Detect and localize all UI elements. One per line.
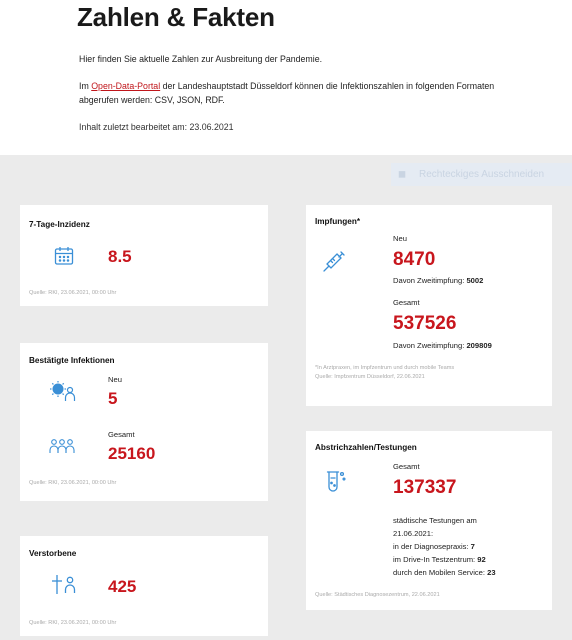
tests-detail-line1: städtische Testungen am <box>393 516 477 525</box>
intro-section <box>0 0 572 155</box>
infections-new-label: Neu <box>108 375 122 384</box>
infections-new-value: 5 <box>108 389 118 408</box>
tests-practice-label: in der Diagnosepraxis: <box>393 542 471 551</box>
virus-person-icon <box>49 379 77 408</box>
vaccinations-source: Quelle: Impfzentrum Düsseldorf, 22.06.2021 <box>315 374 425 380</box>
tests-mobile <box>393 568 496 577</box>
vaccinations-title: Impfungen* <box>315 217 361 226</box>
cross-person-icon <box>50 572 78 601</box>
crop-button-label: Rechteckiges Ausschneiden <box>419 169 545 180</box>
infections-source: Quelle: RKI, 23.06.2021, 00:00 Uhr <box>29 480 117 486</box>
deaths-value: 425 <box>108 577 137 596</box>
tests-card <box>306 431 552 610</box>
open-data-prefix: Im <box>79 81 92 91</box>
tests-drivein <box>393 555 486 564</box>
vaccinations-total-second-label: Davon Zweitimpfung: <box>393 341 467 350</box>
tests-practice-value: 7 <box>470 542 475 551</box>
deaths-title: Verstorbene <box>29 549 77 558</box>
vaccinations-new-value: 8470 <box>393 249 436 270</box>
vaccinations-new-second-value: 5002 <box>466 276 484 285</box>
incidence-value: 8.5 <box>108 247 132 266</box>
tests-drivein-label: im Drive-In Testzentrum: <box>393 555 478 564</box>
tests-total-label: Gesamt <box>393 462 420 471</box>
test-tube-icon <box>323 469 347 500</box>
infections-total-value: 25160 <box>108 444 156 463</box>
infections-total-label: Gesamt <box>108 430 135 439</box>
incidence-source: Quelle: RKI, 23.06.2021, 00:00 Uhr <box>29 290 117 296</box>
crop-button[interactable] <box>391 163 572 186</box>
vaccinations-new-second-label: Davon Zweitimpfung: <box>393 276 467 285</box>
vaccinations-total-second <box>393 341 492 350</box>
crop-icon: ◼ <box>397 169 407 180</box>
incidence-card <box>20 205 268 306</box>
last-edited-text: Inhalt zuletzt bearbeitet am: 23.06.2021 <box>79 122 234 132</box>
intro-text: Hier finden Sie aktuelle Zahlen zur Ausbreitung der Pandemie. <box>79 54 323 64</box>
vaccinations-footnote: *In Arztpraxen, im Impfzentrum und durch mobile Teams <box>315 365 455 371</box>
tests-total-value: 137337 <box>393 477 457 498</box>
tests-practice <box>393 542 475 551</box>
vaccinations-total-label: Gesamt <box>393 298 420 307</box>
tests-source: Quelle: Städtisches Diagnosezentrum, 22.06.2021 <box>315 592 440 598</box>
open-data-suffix: der Landeshauptstadt Düsseldorf können die Infektionszahlen in folgenden Formaten abgerufen werden: CSV, JSON, RDF. <box>79 81 495 105</box>
vaccinations-new-second <box>393 276 483 285</box>
open-data-portal-link[interactable]: Open-Data-Portal <box>91 81 161 91</box>
infections-title: Bestätigte Infektionen <box>29 356 115 365</box>
group-icon <box>48 437 76 462</box>
tests-mobile-label: durch den Mobilen Service: <box>393 568 488 577</box>
tests-drivein-value: 92 <box>477 555 486 564</box>
open-data-text <box>79 79 509 107</box>
vaccinations-new-label: Neu <box>393 234 407 243</box>
calendar-icon <box>53 245 75 272</box>
vaccinations-card <box>306 205 552 406</box>
tests-mobile-value: 23 <box>487 568 496 577</box>
tests-title: Abstrichzahlen/Testungen <box>315 443 417 452</box>
page-title: Zahlen & Fakten <box>77 2 275 32</box>
deaths-source: Quelle: RKI, 23.06.2021, 00:00 Uhr <box>29 620 117 626</box>
incidence-title: 7-Tage-Inzidenz <box>29 220 90 229</box>
syringe-icon <box>322 249 346 278</box>
vaccinations-total-second-value: 209809 <box>466 341 492 350</box>
deaths-card <box>20 536 268 636</box>
infections-card <box>20 343 268 501</box>
vaccinations-total-value: 537526 <box>393 313 457 334</box>
tests-detail-line2: 21.06.2021: <box>393 529 434 538</box>
